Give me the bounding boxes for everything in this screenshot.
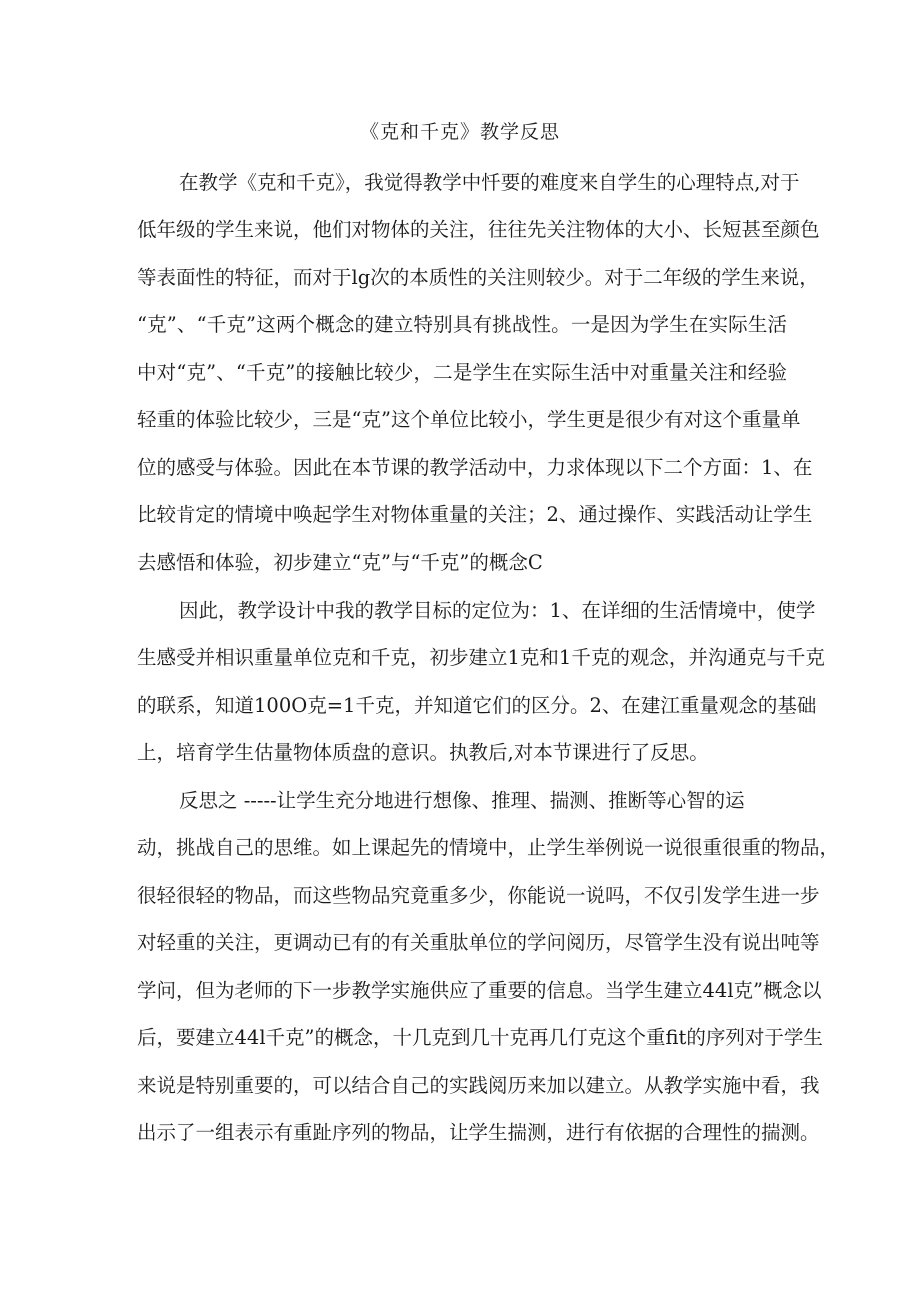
- paragraph-1-line-6: 轻重的体验比较少，三是“克”这个单位比较小，学生更是很少有对这个重量单: [137, 408, 801, 431]
- paragraph-3-line-5: 学问，但为老师的下一步教学实施供应了重要的信息。当学生建立44l克”概念以: [137, 979, 822, 1002]
- paragraph-1-line-3: 等表面性的特征，而对于lg次的本质性的关注则较少。对于二年级的学生来说，: [137, 266, 819, 289]
- paragraph-1-line-4: “克”、“千克”这两个概念的建立特别具有挑战性。一是因为学生在实际生活: [137, 313, 787, 336]
- paragraph-2-line-1: 因此，教学设计中我的教学目标的定位为：1、在详细的生活情境中，使学: [179, 599, 816, 622]
- paragraph-3-line-1: 反思之 -----让学生充分地进行想像、推理、揣测、推断等心智的运: [179, 789, 745, 812]
- paragraph-1-line-9: 去感悟和体验，初步建立“克”与“千克”的概念C: [137, 551, 543, 574]
- paragraph-3-line-7: 来说是特别重要的，可以结合自己的实践阅历来加以建立。从教学实施中看，我: [137, 1074, 820, 1097]
- paragraph-3-line-2: 动，挑战自己的思维。如上课起先的情境中，止学生举例说一说很重很重的物品，: [137, 836, 840, 859]
- paragraph-3-line-3: 很轻很轻的物品，而这些物品究竟重多少，你能说一说吗，不仅引发学生进一步: [137, 884, 820, 907]
- paragraph-3-line-8: 出示了一组表示有重趾序列的物品，让学生揣测，进行有依据的合理性的揣测。: [137, 1121, 820, 1144]
- paragraph-1-line-1: 在教学《克和千克》，我觉得教学中忏要的难度来自学生的心理特点,对于: [179, 171, 800, 194]
- paragraph-3-line-4: 对轻重的关注，更调动已有的有关重肽单位的学问阅历，尽管学生没有说出吨等: [137, 931, 820, 954]
- paragraph-2-line-4: 上，培育学生估量物体质盘的意识。执教后,对本节课进行了反思。: [137, 741, 709, 764]
- paragraph-2-line-2: 生感受并相识重量单位克和千克，初步建立1克和1千克的观念，并沟通克与千克: [137, 646, 825, 669]
- paragraph-1-line-8: 比较肯定的情境中唤起学生对物体重量的关注；2、通过操作、实践活动让学生: [137, 503, 813, 526]
- paragraph-3-line-6: 后，要建立44l千克”的概念，十几克到几十克再几仃克这个重fit的序列对于学生: [137, 1026, 823, 1049]
- document-title: 《克和千克》教学反思: [359, 121, 560, 143]
- paragraph-1-line-7: 位的感受与体验。因此在本节课的教学活动中，力求体现以下二个方面：1、在: [137, 456, 813, 479]
- paragraph-1-line-5: 中对“克”、“千克”的接触比较少，二是学生在实际生活中对重量关注和经验: [137, 361, 787, 384]
- paragraph-1-line-2: 低年级的学生来说，他们对物体的关注，往往先关注物体的大小、长短甚至颜色: [137, 218, 820, 241]
- paragraph-2-line-3: 的联系，知道100O克=1千克，并知道它们的区分。2、在建江重量观念的基础: [137, 694, 817, 717]
